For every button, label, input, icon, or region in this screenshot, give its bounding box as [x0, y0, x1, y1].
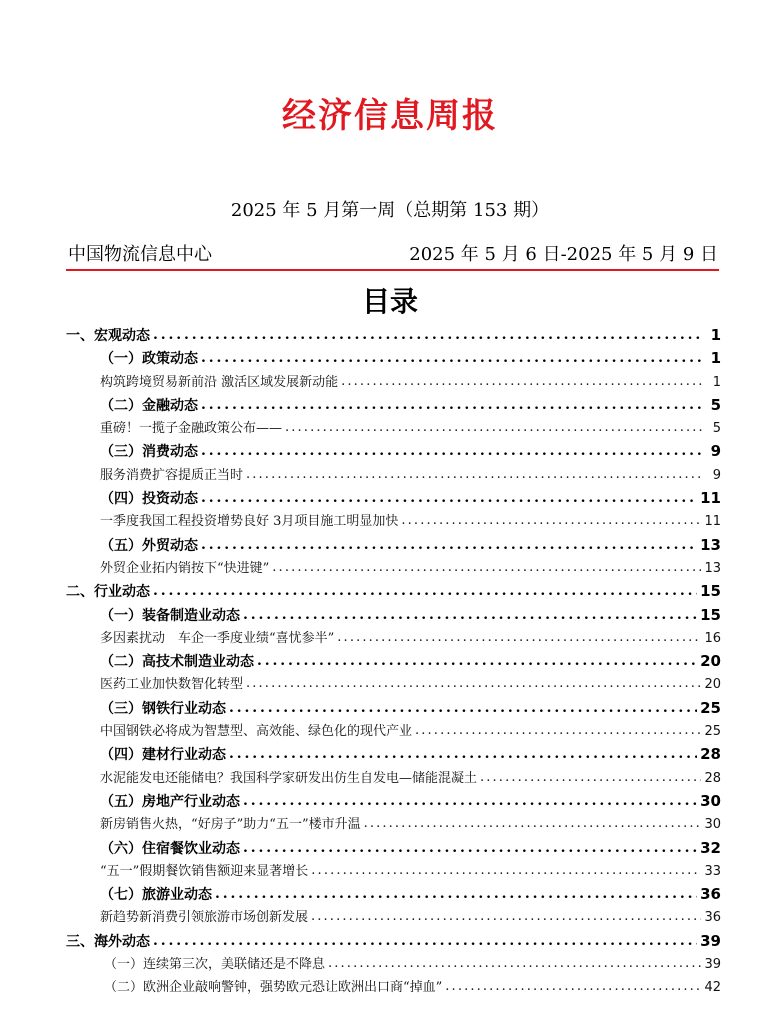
toc-entry-page: 20 [700, 652, 721, 671]
toc-entry-label: （五）房地产行业动态 [100, 793, 240, 810]
date-range: 2025 年 5 月 6 日-2025 年 5 月 9 日 [409, 244, 718, 265]
toc-entry-page: 5 [710, 395, 721, 414]
toc-entry-page: 15 [700, 605, 721, 624]
toc-dot-leader [246, 672, 701, 695]
toc-entry-page: 9 [712, 467, 721, 483]
toc-entry-page: 15 [700, 582, 721, 601]
toc-dot-leader [328, 952, 701, 975]
toc-entry-label: 重磅！一揽子金融政策公布—— [100, 421, 283, 437]
toc-entry-page: 9 [710, 442, 721, 461]
toc-dot-leader [364, 812, 702, 835]
toc-dot-leader [415, 719, 701, 742]
toc-entry[interactable] [66, 510, 721, 533]
toc-entry[interactable] [66, 860, 721, 883]
toc-entry[interactable] [66, 883, 721, 906]
toc-entry-page: 39 [704, 957, 721, 973]
toc-dot-leader [445, 975, 701, 998]
toc-entry[interactable] [66, 557, 721, 580]
toc-entry-label: 一季度我国工程投资增势良好 3月项目施工明显加快 [100, 514, 399, 530]
toc-entry-label: （二）金融动态 [100, 397, 198, 414]
toc-entry[interactable] [66, 604, 721, 627]
toc-entry[interactable] [66, 580, 721, 603]
toc-entry-page: 11 [700, 489, 721, 508]
toc-entry-page: 30 [704, 817, 721, 833]
toc-entry[interactable] [66, 720, 721, 743]
toc-entry-page: 32 [700, 838, 721, 857]
toc-entry-page: 28 [700, 745, 721, 764]
toc-entry-label: 新房销售火热，“好房子”助力“五一”楼市升温 [100, 817, 361, 833]
toc-entry-label: （二）欧洲企业敲响警钟，强势欧元恐让欧洲出口商“掉血” [104, 980, 443, 996]
toc-dot-leader [243, 604, 697, 627]
toc-entry[interactable] [66, 697, 721, 720]
toc-dot-leader [215, 883, 697, 906]
table-of-contents [66, 324, 721, 1000]
toc-entry[interactable] [66, 464, 721, 487]
toc-entry-label: （四）建材行业动态 [100, 747, 226, 764]
toc-entry-label: （一）装备制造业动态 [100, 607, 240, 624]
toc-dot-leader [243, 837, 697, 860]
toc-entry-page: 36 [700, 885, 721, 904]
toc-entry-page: 25 [700, 698, 721, 717]
toc-entry-label: 医药工业加快数智化转型 [100, 677, 244, 693]
toc-dot-leader [246, 463, 704, 486]
toc-entry[interactable] [66, 534, 721, 557]
toc-dot-leader [153, 324, 704, 347]
toc-dot-leader [337, 626, 701, 649]
toc-entry[interactable] [66, 930, 721, 953]
toc-entry-label: （六）住宿餐饮业动态 [100, 840, 240, 857]
toc-entry-page: 1 [710, 326, 721, 344]
toc-entry[interactable] [66, 440, 721, 463]
toc-dot-leader [201, 440, 704, 463]
toc-entry[interactable] [66, 813, 721, 836]
toc-dot-leader [201, 347, 704, 370]
toc-entry-page: 13 [704, 560, 721, 576]
toc-entry-page: 20 [704, 677, 721, 693]
toc-dot-leader [243, 790, 697, 813]
toc-entry-label: 多因素扰动 车企一季度业绩“喜忧参半” [100, 630, 335, 646]
toc-dot-leader [401, 509, 701, 532]
toc-heading: 目录 [361, 285, 418, 318]
toc-entry-label: 一、宏观动态 [66, 328, 150, 344]
toc-entry[interactable] [66, 976, 721, 999]
toc-entry[interactable] [66, 347, 721, 370]
toc-dot-leader [229, 743, 697, 766]
toc-dot-leader [229, 697, 697, 720]
toc-entry-label: 水泥能发电还能储电？我国科学家研发出仿生自发电—储能混凝土 [100, 770, 478, 786]
toc-entry-page: 1 [710, 349, 721, 368]
toc-dot-leader [201, 487, 697, 510]
toc-entry-label: （一）政策动态 [100, 351, 198, 368]
toc-entry-label: 新趋势新消费引领旅游市场创新发展 [100, 910, 309, 926]
publisher: 中国物流信息中心 [68, 244, 212, 265]
toc-entry[interactable] [66, 627, 721, 650]
toc-entry[interactable] [66, 394, 721, 417]
toc-entry-page: 28 [704, 770, 721, 786]
toc-entry-label: 服务消费扩容提质正当时 [100, 467, 244, 483]
toc-entry[interactable] [66, 673, 721, 696]
toc-entry-label: “五一”假期餐饮销售额迎来显著增长 [100, 863, 309, 879]
toc-entry[interactable] [66, 371, 721, 394]
toc-entry-label: 外贸企业拓内销按下“快进键” [100, 560, 270, 576]
toc-dot-leader [341, 370, 704, 393]
toc-dot-leader [311, 859, 701, 882]
toc-entry-label: 三、海外动态 [66, 933, 150, 950]
toc-entry-page: 11 [704, 514, 721, 530]
toc-dot-leader [285, 416, 704, 439]
toc-entry-page: 36 [704, 910, 721, 926]
toc-entry-label: （二）高技术制造业动态 [100, 654, 254, 671]
issue-line: 2025 年 5 月第一周（总期第 153 期） [230, 200, 550, 221]
toc-dot-leader [257, 650, 697, 673]
toc-entry[interactable] [66, 906, 721, 929]
toc-dot-leader [153, 930, 697, 953]
toc-entry[interactable] [66, 837, 721, 860]
toc-dot-leader [272, 556, 701, 579]
toc-dot-leader [311, 905, 701, 928]
toc-entry[interactable] [66, 767, 721, 790]
toc-entry-page: 30 [700, 791, 721, 810]
toc-entry-page: 25 [704, 724, 721, 740]
toc-entry-label: 构筑跨境贸易新前沿 激活区域发展新动能 [100, 374, 339, 390]
toc-entry[interactable] [66, 417, 721, 440]
toc-entry-page: 1 [712, 374, 721, 390]
toc-entry-label: （五）外贸动态 [100, 537, 198, 554]
toc-entry-page: 13 [700, 535, 721, 554]
toc-entry[interactable] [66, 743, 721, 766]
toc-entry-page: 33 [704, 863, 721, 879]
toc-dot-leader [153, 580, 697, 603]
toc-entry-label: （一）连续第三次，美联储还是不降息 [104, 957, 326, 973]
toc-entry-label: 中国钢铁必将成为智慧型、高效能、绿色化的现代产业 [100, 724, 413, 740]
toc-entry-page: 5 [712, 421, 721, 437]
toc-entry-label: （三）钢铁行业动态 [100, 700, 226, 717]
header-divider [66, 269, 719, 271]
toc-entry[interactable] [66, 487, 721, 510]
toc-dot-leader [201, 394, 704, 417]
toc-entry-label: 二、行业动态 [66, 584, 150, 601]
toc-entry[interactable] [66, 790, 721, 813]
toc-dot-leader [201, 534, 697, 557]
toc-entry-page: 39 [700, 931, 721, 950]
report-title: 经济信息周报 [282, 96, 498, 136]
toc-entry[interactable] [66, 953, 721, 976]
toc-dot-leader [480, 766, 701, 789]
toc-entry[interactable] [66, 650, 721, 673]
toc-entry-label: （三）消费动态 [100, 444, 198, 461]
toc-entry-label: （四）投资动态 [100, 491, 198, 508]
toc-entry-page: 42 [704, 980, 721, 996]
toc-entry[interactable] [66, 324, 721, 347]
toc-entry-label: （七）旅游业动态 [100, 887, 212, 904]
toc-entry-page: 16 [704, 630, 721, 646]
